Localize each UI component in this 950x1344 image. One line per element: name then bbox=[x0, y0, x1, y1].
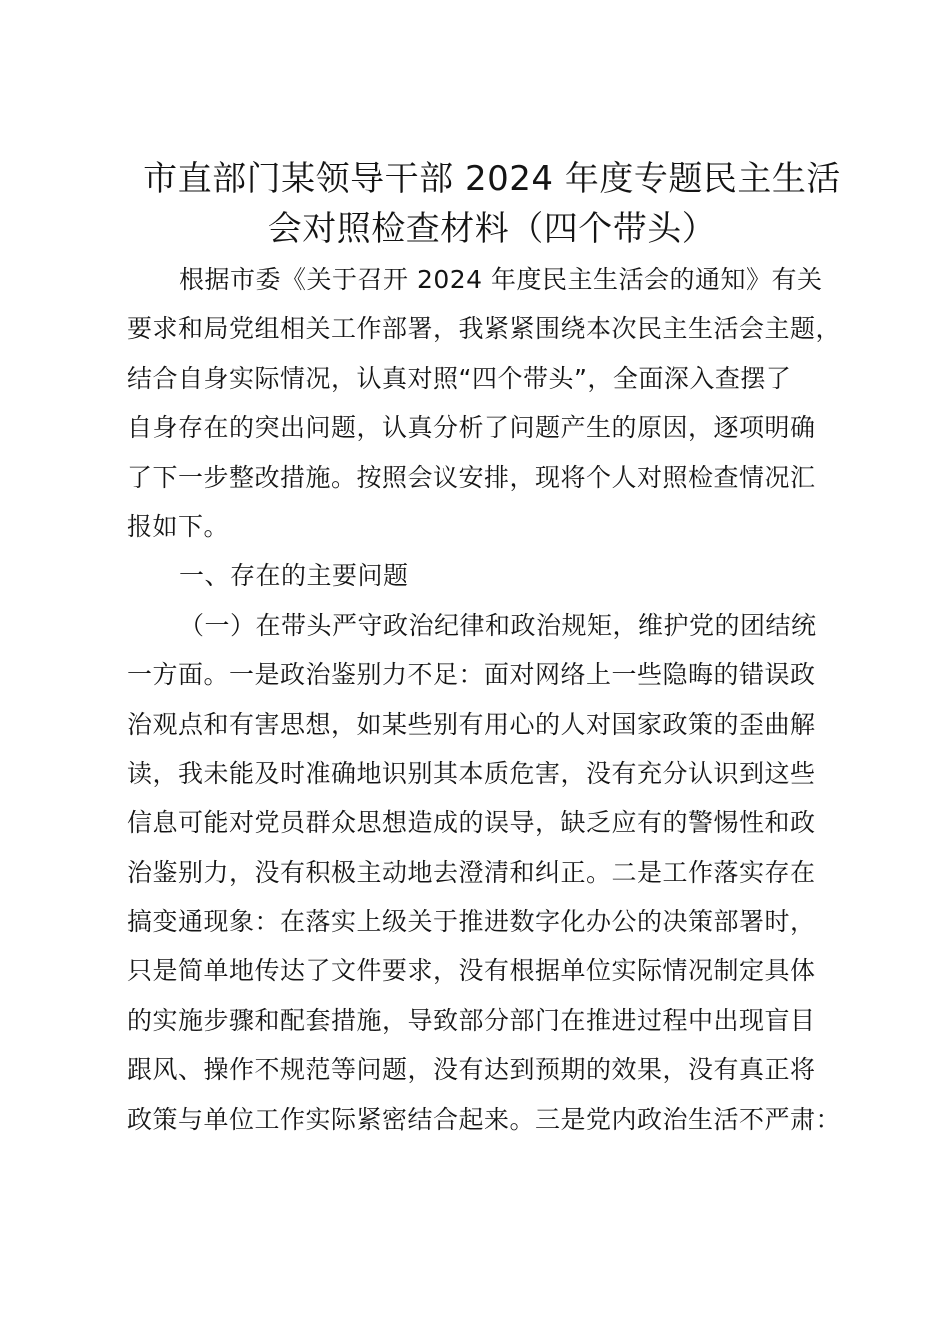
paragraph-line: 自身存在的突出问题，认真分析了问题产生的原因，逐项明确 bbox=[127, 413, 816, 443]
document-title bbox=[127, 154, 857, 254]
paragraph-line: 治鉴别力，没有积极主动地去澄清和纠正。二是工作落实存在 bbox=[127, 857, 816, 887]
paragraph-line: 根据市委《关于召开 2024 年度民主生活会的通知》有关 bbox=[179, 265, 823, 294]
paragraph-line: 要求和局党组相关工作部署，我紧紧围绕本次民主生活会主题， bbox=[127, 314, 842, 344]
paragraph-line: 搞变通现象：在落实上级关于推进数字化办公的决策部署时， bbox=[127, 907, 816, 937]
paragraph-line: 读，我未能及时准确地识别其本质危害，没有充分认识到这些 bbox=[127, 758, 816, 788]
title-line-2: 会对照检查材料（四个带头） bbox=[267, 209, 717, 249]
paragraph-line: 的实施步骤和配套措施，导致部分部门在推进过程中出现盲目 bbox=[127, 1005, 816, 1035]
paragraph-line: （一）在带头严守政治纪律和政治规矩，维护党的团结统 bbox=[179, 610, 817, 640]
document-body bbox=[127, 255, 857, 1144]
paragraph-line: 只是简单地传达了文件要求，没有根据单位实际情况制定具体 bbox=[127, 956, 816, 986]
paragraph-line: 报如下。 bbox=[127, 511, 230, 541]
paragraph-line: 结合自身实际情况，认真对照“四个带头”，全面深入查摆了 bbox=[127, 363, 792, 393]
paragraph-line: 一方面。一是政治鉴别力不足：面对网络上一些隐晦的错误政 bbox=[127, 660, 816, 690]
paragraph-line: 了下一步整改措施。按照会议安排，现将个人对照检查情况汇 bbox=[127, 462, 816, 492]
paragraph-line: 治观点和有害思想，如某些别有用心的人对国家政策的歪曲解 bbox=[127, 709, 816, 739]
section-heading: 一、存在的主要问题 bbox=[179, 561, 409, 591]
title-line-1: 市直部门某领导干部 2024 年度专题民主生活 bbox=[143, 159, 841, 199]
paragraph-line: 跟风、操作不规范等问题，没有达到预期的效果，没有真正将 bbox=[127, 1055, 816, 1085]
paragraph-line: 政策与单位工作实际紧密结合起来。三是党内政治生活不严肃： bbox=[127, 1104, 842, 1134]
document-page bbox=[127, 154, 857, 1144]
paragraph-line: 信息可能对党员群众思想造成的误导，缺乏应有的警惕性和政 bbox=[127, 808, 816, 838]
